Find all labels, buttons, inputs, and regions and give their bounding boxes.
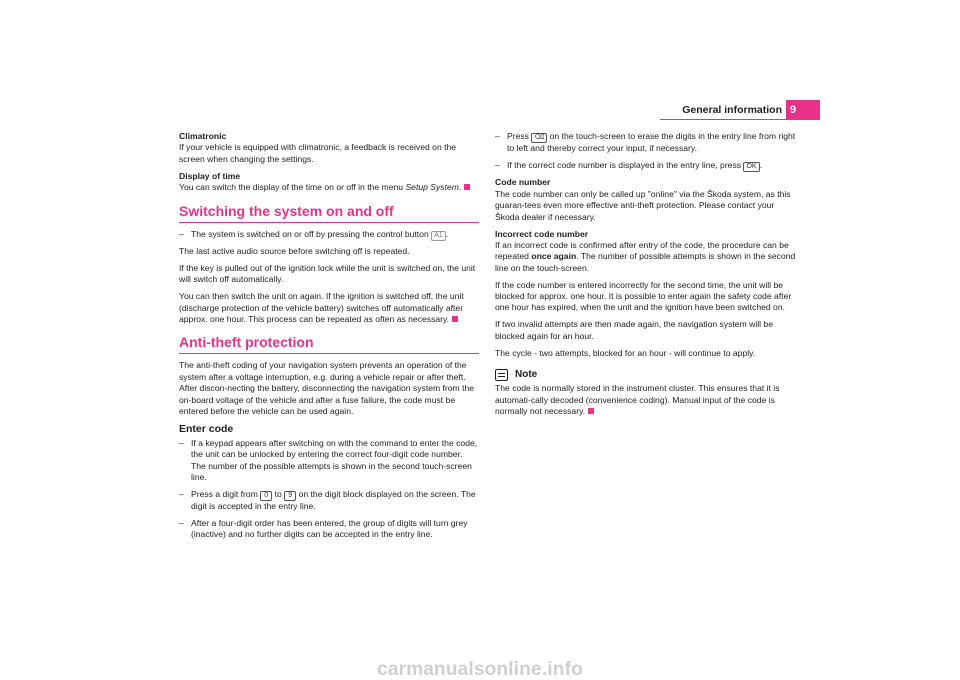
note-text [495, 383, 797, 417]
erase-step [495, 131, 797, 154]
digit-9-key: 9 [284, 491, 296, 501]
setup-system-menu: Setup System [405, 182, 459, 193]
code-number-heading: Code number [495, 177, 551, 188]
page-number: 9 [790, 104, 797, 116]
section-end-icon [452, 316, 458, 322]
enter-step-2-mid: to [272, 489, 285, 500]
section-end-icon [588, 408, 594, 414]
header-rule [660, 119, 786, 120]
time-text-pre: You can switch the display of the time on or off in the menu [179, 182, 406, 193]
switch-paragraph-2: If the key is pulled out of the ignition lock while the unit is switched on, the unit will switch off automatically. [179, 262, 476, 285]
page-header [660, 100, 820, 120]
header-title: General information [682, 104, 782, 116]
note-icon [495, 369, 508, 381]
note-text-body: The code is normally stored in the instrument cluster. This ensures that it is automati-cally decoded (convenience coding). Manual input of the code is normally not necessary. [495, 383, 780, 416]
ok-step-post: . [759, 159, 762, 170]
time-heading: Display of time [179, 170, 241, 181]
section-title-switching: Switching the system on and off [179, 202, 479, 223]
once-again-emphasis: once again [531, 251, 577, 262]
erase-step-pre: Press [507, 131, 532, 141]
time-text [179, 182, 479, 193]
enter-step-1: – If a keypad appears after switching on with the command to enter the code, the unit can be unlocked by entering the correct four-digit code number. The number of the possible attempts is shown in the second touch-screen line. [179, 438, 479, 484]
right-column [495, 131, 797, 423]
erase-step-post: on the touch-screen to erase the digits in the entry line from right to left and thereby correct your input, if necessary. [507, 131, 796, 153]
note-title: Note [515, 369, 538, 381]
incorrect-paragraph-1 [495, 240, 797, 274]
section-end-icon [464, 184, 470, 190]
enter-step-3: – After a four-digit order has been entered, the group of digits will turn grey (inactive) and no further digits can be accepted in the entry line. [179, 518, 479, 541]
switch-step-pre: The system is switched on or off by pressing the control button [191, 228, 432, 239]
switch-paragraph-1: The last active audio source before switching off is repeated. [179, 246, 410, 257]
incorrect-code-heading: Incorrect code number [495, 228, 589, 239]
enter-step-2 [179, 489, 479, 512]
left-column [179, 131, 479, 546]
ok-key: OK [743, 162, 759, 172]
digit-0-key: 0 [260, 491, 272, 501]
control-button-ref: A1 [431, 231, 446, 241]
switch-paragraph-3 [179, 291, 479, 325]
climatronic-heading: Climatronic [179, 131, 227, 141]
switch-paragraph-3-text: You can then switch the unit on again. If the ignition is switched off, the unit (discharge protection of the vehicle battery) switches off automatically after approx. one hour. This process can be repeated as often as necessary. [179, 291, 464, 325]
enter-step-2-pre: Press a digit from [191, 489, 261, 500]
antitheft-text: The anti-theft coding of your navigation system prevents an operation of the system after a voltage interruption, e.g. during a vehicle repair or after theft. After discon-necting the battery, disconnecting the navigation system from the on-board voltage of the vehicle and after a fuse failure, the code must be entered before the vehicle can be used again. [179, 360, 475, 417]
switch-step [179, 229, 479, 241]
incorrect-paragraph-2: If the code number is entered incorrectly for the second time, the unit will be blocked for approx. one hour. It is possible to enter again the safety code after one hour has expired, when the unit and the ignition have been switched on. [495, 279, 792, 313]
ok-step [495, 160, 797, 172]
incorrect-p1-post: . The number of possible attempts is shown in the second line on the touch-screen. [495, 251, 796, 273]
enter-step-2-post: on the digit block displayed on the screen. The digit is accepted in the entry line. [191, 489, 476, 512]
backspace-key-icon: ⌫ [531, 133, 547, 143]
code-number-text: The code number can only be called up "online" via the Škoda system, as this guaran-tees even more effective anti-theft protection. Please contact your Škoda dealer if necessary. [495, 188, 791, 222]
page-number-tab [786, 100, 820, 120]
climatronic-text: If your vehicle is equipped with climatronic, a feedback is received on the screen when changing the settings. [179, 142, 457, 164]
time-text-post: . [458, 182, 462, 193]
incorrect-paragraph-4: The cycle - two attempts, blocked for an hour - will continue to apply. [495, 347, 756, 358]
incorrect-p1-pre: If an incorrect code is confirmed after entry of the code, the procedure can be repeated [495, 239, 789, 262]
incorrect-paragraph-3: If two invalid attempts are then made again, the navigation system will be blocked again for an hour. [495, 319, 774, 341]
switch-step-post: . [445, 228, 449, 239]
section-title-antitheft: Anti-theft protection [179, 333, 479, 354]
ok-step-pre: If the correct code number is displayed in the entry line, press [507, 159, 744, 170]
site-watermark: carmanualsonline.info [377, 658, 583, 680]
note-header [495, 369, 797, 381]
enter-code-heading: Enter code [179, 422, 234, 435]
